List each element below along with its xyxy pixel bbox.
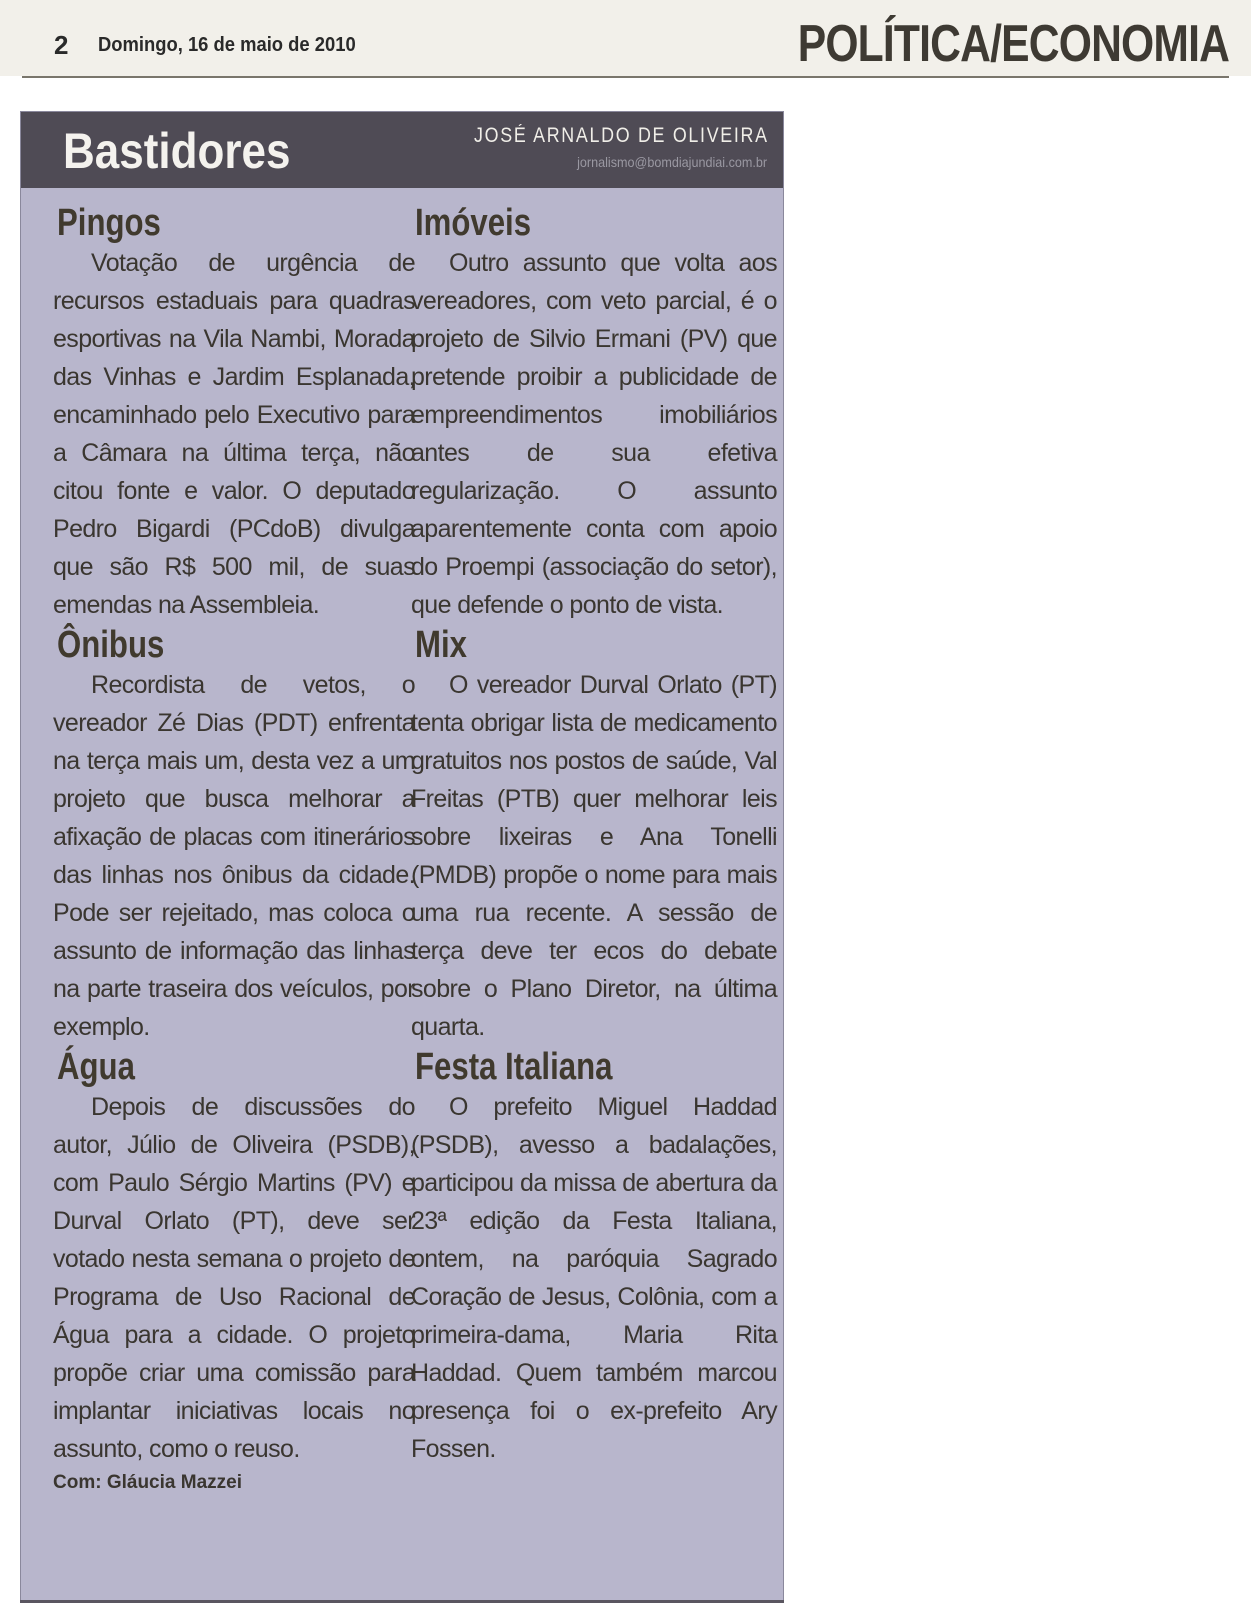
right-text-column	[411, 202, 777, 1468]
article-body: Votação de urgência de recursos estaduais para quadras esportivas na Vila Nambi, Morada das Vinhas e Jardim Esplanada, encaminhado pelo Executivo para a Câmara na última terça, não citou fonte e valor. O deputado Pedro Bigardi (PCdoB) divulga que são R$ 500 mil, de suas emendas na Assembleia.	[53, 249, 415, 619]
header-divider	[22, 76, 1229, 78]
article-onibus	[53, 624, 415, 1046]
section-title: POLÍTICA/ECONOMIA	[797, 15, 1229, 73]
article-body: O vereador Durval Orlato (PT) tenta obrigar lista de medicamento gratuitos nos postos de saúde, Val Freitas (PTB) quer melhorar leis sobre lixeiras e Ana Tonelli (PMDB) propõe o nome para mais uma rua recente. A sessão de terça deve ter ecos do debate sobre o Plano Diretor, na última quarta.	[411, 671, 777, 1041]
article-pingos	[53, 202, 415, 624]
column-banner	[21, 112, 783, 188]
column-title: Bastidores	[63, 123, 291, 179]
publication-date: Domingo, 16 de maio de 2010	[98, 34, 356, 56]
article-heading: Mix	[415, 624, 467, 666]
article-body: Outro assunto que volta aos vereadores, com veto parcial, é o projeto de Silvio Ermani (PV) que pretende proibir a publicidade de empreendimentos imobiliários antes de sua efetiva regularização. O assunto aparentemente conta com apoio do Proempi (associação do setor), que defende o ponto de vista.	[411, 249, 777, 619]
article-heading: Ônibus	[57, 624, 165, 666]
column-email: jornalismo@bomdiajundiai.com.br	[577, 154, 767, 170]
article-mix	[411, 624, 777, 1046]
article-body: Recordista de vetos, o vereador Zé Dias (PDT) enfrenta na terça mais um, desta vez a um projeto que busca melhorar a afixação de placas com itinerários das linhas nos ônibus da cidade. Pode ser rejeitado, mas coloca o assunto de informação das linhas na parte traseira dos veículos, por exemplo.	[53, 671, 415, 1041]
article-heading: Água	[57, 1046, 135, 1088]
article-agua	[53, 1046, 415, 1468]
article-heading: Festa Italiana	[415, 1046, 613, 1088]
page-header	[0, 0, 1251, 76]
article-heading: Pingos	[57, 202, 161, 244]
column-credit: Com: Gláucia Mazzei	[53, 1472, 242, 1493]
article-festa-italiana	[411, 1046, 777, 1468]
article-body: Depois de discussões do autor, Júlio de Oliveira (PSDB), com Paulo Sérgio Martins (PV) e Durval Orlato (PT), deve ser votado nesta semana o projeto de Programa de Uso Racional de Água para a cidade. O projeto propõe criar uma comissão para implantar iniciativas locais no assunto, como o reuso.	[53, 1093, 415, 1463]
article-body: O prefeito Miguel Haddad (PSDB), avesso a badalações, participou da missa de abertura da 23ª edição da Festa Italiana, ontem, na paróquia Sagrado Coração de Jesus, Colônia, com a primeira-dama, Maria Rita Haddad. Quem também marcou presença foi o ex-prefeito Ary Fossen.	[411, 1093, 777, 1463]
article-heading: Imóveis	[415, 202, 532, 244]
bottom-divider	[20, 1600, 784, 1603]
column-author: JOSÉ ARNALDO DE OLIVEIRA	[474, 124, 769, 147]
bastidores-column	[20, 111, 784, 1603]
page-number: 2	[54, 30, 69, 60]
article-imoveis	[411, 202, 777, 624]
left-text-column	[53, 202, 415, 1494]
